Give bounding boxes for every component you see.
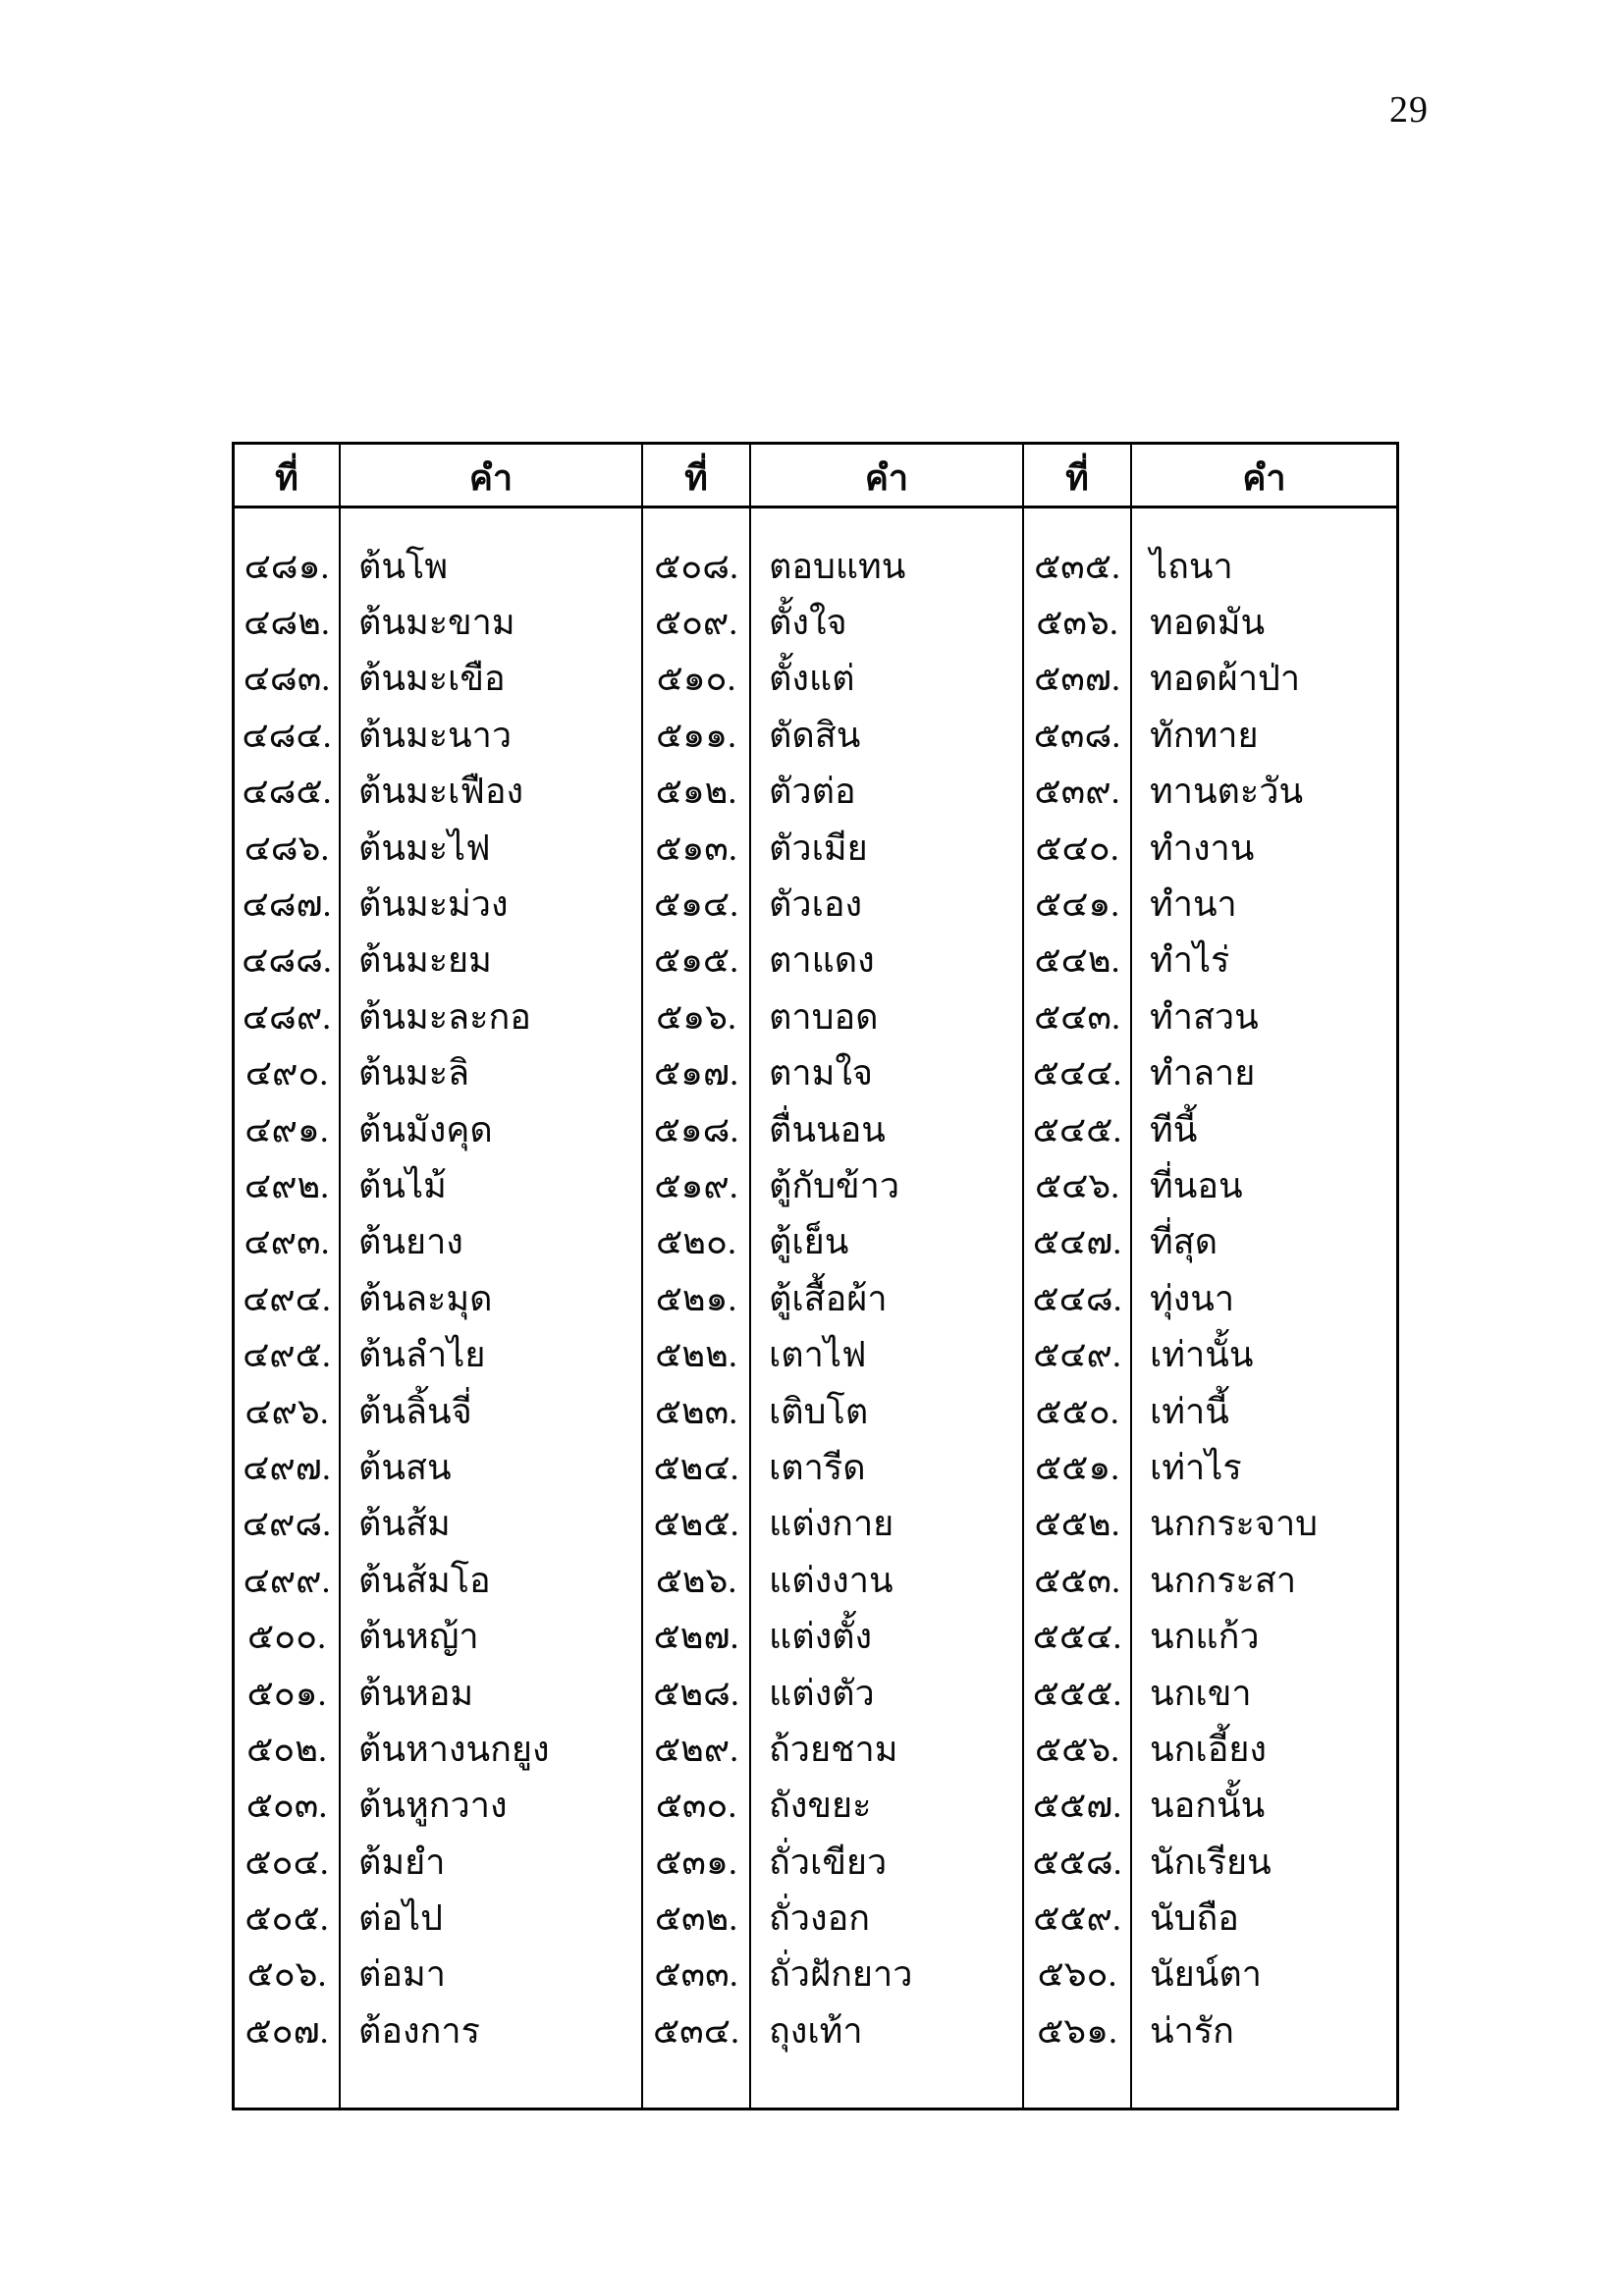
entry-word: ต้นส้มโอ — [358, 1560, 491, 1600]
entry-word: ต้นลิ้นจี่ — [358, 1391, 472, 1431]
entry-number: ๕๔๕. — [1032, 1109, 1122, 1149]
entry-word: ที่สุด — [1150, 1222, 1218, 1262]
entry-word: ตั้งใจ — [769, 603, 847, 643]
entry-number: ๕๔๖. — [1034, 1165, 1120, 1205]
no-column-2 — [643, 508, 751, 2108]
entry-word: ต้นมะม่วง — [358, 884, 509, 925]
header-no-3: ที่ — [1024, 445, 1132, 506]
entry-number: ๕๑๓. — [655, 828, 737, 868]
entry-number: ๕๓๓. — [654, 1954, 738, 1995]
entry-word: ต้นมะเขือ — [358, 659, 506, 699]
entry-number: ๕๒๐. — [656, 1222, 736, 1262]
entry-word: ตาแดง — [769, 940, 875, 981]
entry-number: ๕๔๒. — [1034, 940, 1120, 981]
entry-number: ๕๕๑. — [1034, 1447, 1120, 1487]
entry-number: ๕๕๘. — [1032, 1842, 1122, 1882]
entry-word: ต้นมังคุด — [358, 1109, 493, 1149]
entry-number: ๔๘๙. — [242, 996, 332, 1037]
entry-number: ๕๐๙. — [654, 603, 738, 643]
entry-word: ทำงาน — [1150, 828, 1255, 868]
entry-word: ตัวต่อ — [769, 772, 856, 812]
entry-number: ๕๐๐. — [246, 1617, 327, 1657]
entry-number: ๕๓๒. — [654, 1898, 738, 1939]
entry-word: ตู้กับข้าว — [769, 1165, 900, 1205]
entry-word: นกแก้ว — [1150, 1617, 1260, 1657]
entry-word: เตาไฟ — [769, 1335, 867, 1375]
entry-word: ทักทาย — [1150, 715, 1259, 755]
entry-number: ๔๙๓. — [244, 1222, 330, 1262]
word-column-1 — [341, 508, 643, 2108]
entry-word: แต่งงาน — [769, 1560, 893, 1600]
entry-word: ต้นหญ้า — [358, 1617, 479, 1657]
entry-number: ๕๖๐. — [1037, 1954, 1117, 1995]
entry-number: ๕๑๐. — [656, 659, 736, 699]
entry-word: นอกนั้น — [1150, 1786, 1266, 1826]
entry-word: ตามใจ — [769, 1053, 873, 1094]
entry-number: ๕๐๖. — [246, 1954, 327, 1995]
table-header-row — [235, 445, 1396, 508]
entry-number: ๔๘๕. — [242, 772, 332, 812]
entry-number: ๕๐๓. — [245, 1786, 328, 1826]
entry-number: ๔๙๒. — [244, 1165, 330, 1205]
entry-number: ๕๑๘. — [653, 1109, 739, 1149]
entry-number: ๕๔๐. — [1035, 828, 1119, 868]
entry-word: ทำสวน — [1150, 996, 1259, 1037]
no-column-1 — [235, 508, 341, 2108]
entry-word: ที่นอน — [1150, 1165, 1243, 1205]
entry-number: ๕๑๕. — [653, 940, 739, 981]
entry-number: ๕๓๔. — [652, 2010, 740, 2051]
entry-word: นกกระสา — [1150, 1560, 1297, 1600]
entry-number: ๕๓๑. — [655, 1842, 737, 1882]
entry-number: ๔๘๓. — [243, 659, 331, 699]
entry-word: ต้นหอม — [358, 1673, 474, 1713]
entry-number: ๔๘๗. — [242, 884, 332, 925]
entry-number: ๕๓๗. — [1034, 659, 1120, 699]
entry-number: ๕๐๕. — [244, 1898, 329, 1939]
entry-word: ต้นหูกวาง — [358, 1786, 508, 1826]
entry-word: ทอดมัน — [1150, 603, 1266, 643]
entry-number: ๕๓๐. — [655, 1786, 737, 1826]
entry-word: ต้นมะยม — [358, 940, 492, 981]
entry-number: ๔๘๔. — [242, 715, 332, 755]
entry-number: ๕๔๗. — [1032, 1222, 1122, 1262]
entry-number: ๕๒๕. — [653, 1504, 739, 1544]
entry-word: ตัวเมีย — [769, 828, 868, 868]
entry-word: แต่งตัว — [769, 1673, 875, 1713]
entry-word: ต้นส้ม — [358, 1504, 451, 1544]
entry-word: ตู้เย็น — [769, 1222, 849, 1262]
entry-number: ๔๘๖. — [244, 828, 330, 868]
entry-word: ไถนา — [1150, 546, 1233, 586]
entry-number: ๕๑๗. — [653, 1053, 739, 1094]
entry-number: ๕๔๔. — [1032, 1053, 1122, 1094]
entry-number: ๕๔๙. — [1033, 1335, 1121, 1375]
entry-word: นกเอี้ยง — [1150, 1729, 1268, 1769]
entry-number: ๔๘๒. — [244, 603, 330, 643]
entry-number: ๔๙๕. — [243, 1335, 331, 1375]
entry-word: ต่อไป — [358, 1898, 443, 1939]
entry-word: เท่านี้ — [1150, 1391, 1229, 1431]
entry-number: ๕๕๒. — [1034, 1504, 1120, 1544]
entry-number: ๔๙๑. — [244, 1109, 329, 1149]
entry-word: ทีนี้ — [1150, 1109, 1198, 1149]
entry-word: นกกระจาบ — [1150, 1504, 1319, 1544]
entry-word: ตาบอด — [769, 996, 879, 1037]
entry-number: ๕๒๙. — [653, 1729, 739, 1769]
word-column-2 — [751, 508, 1024, 2108]
entry-number: ๕๒๘. — [653, 1673, 739, 1713]
entry-word: ทุ่งนา — [1150, 1278, 1235, 1318]
entry-number: ๕๒๗. — [653, 1617, 739, 1657]
no-column-3 — [1024, 508, 1132, 2108]
entry-word: ต้นมะนาว — [358, 715, 513, 755]
entry-word: ต้นมะขาม — [358, 603, 515, 643]
entry-number: ๕๕๓. — [1033, 1560, 1121, 1600]
entry-number: ๕๒๔. — [653, 1447, 739, 1487]
entry-number: ๕๕๙. — [1033, 1898, 1121, 1939]
entry-word: ถั่วฝักยาว — [769, 1954, 913, 1995]
entry-word: ต้นละมุด — [358, 1278, 493, 1318]
entry-word: ตู้เสื้อผ้า — [769, 1278, 888, 1318]
entry-word: ต้นมะเฟือง — [358, 772, 524, 812]
header-no-1: ที่ — [235, 445, 341, 506]
entry-number: ๔๘๑. — [244, 546, 330, 586]
entry-word: ตั้งแต่ — [769, 659, 855, 699]
entry-number: ๕๒๖. — [655, 1560, 737, 1600]
entry-word: ถ้วยชาม — [769, 1729, 898, 1769]
header-word-2: คำ — [751, 445, 1024, 506]
entry-number: ๕๑๑. — [656, 715, 736, 755]
entry-number: ๔๙๘. — [242, 1504, 332, 1544]
entry-word: ต้นมะลิ — [358, 1053, 470, 1094]
entry-word: ถั่วงอก — [769, 1898, 871, 1939]
entry-number: ๕๕๗. — [1032, 1786, 1122, 1826]
entry-number: ๕๕๔. — [1032, 1617, 1122, 1657]
entry-number: ๕๔๘. — [1032, 1278, 1122, 1318]
entry-number: ๔๙๐. — [244, 1053, 329, 1094]
entry-number: ๔๙๙. — [243, 1560, 331, 1600]
entry-number: ๕๐๒. — [246, 1729, 327, 1769]
entry-number: ๕๑๔. — [653, 884, 739, 925]
entry-word: ตัดสิน — [769, 715, 861, 755]
entry-word: ทำลาย — [1150, 1053, 1256, 1094]
entry-number: ๔๙๔. — [243, 1278, 331, 1318]
entry-word: นักเรียน — [1150, 1842, 1272, 1882]
entry-number: ๕๒๓. — [654, 1391, 738, 1431]
entry-number: ๕๕๖. — [1034, 1729, 1120, 1769]
entry-word: นกเขา — [1150, 1673, 1252, 1713]
entry-word: ถังขยะ — [769, 1786, 872, 1826]
header-word-1: คำ — [341, 445, 643, 506]
entry-word: ต้นลำไย — [358, 1335, 486, 1375]
entry-word: ต้นมะละกอ — [358, 996, 531, 1037]
entry-number: ๔๘๘. — [242, 940, 332, 981]
entry-number: ๕๔๑. — [1034, 884, 1120, 925]
entry-number: ๔๙๖. — [244, 1391, 329, 1431]
entry-word: ต่อมา — [358, 1954, 446, 1995]
entry-word: ตอบแทน — [769, 546, 906, 586]
header-word-3: คำ — [1242, 458, 1286, 498]
entry-word: แต่งตั้ง — [769, 1617, 873, 1657]
entry-word: ต้นยาง — [358, 1222, 463, 1262]
entry-number: ๕๐๔. — [244, 1842, 329, 1882]
entry-word: ต้นโพ — [358, 546, 449, 586]
entry-word: แต่งกาย — [769, 1504, 894, 1544]
entry-word: ทานตะวัน — [1150, 772, 1304, 812]
entry-word: ต้มยำ — [358, 1842, 446, 1882]
entry-number: ๕๓๙. — [1034, 772, 1120, 812]
entry-number: ๕๓๘. — [1033, 715, 1121, 755]
entry-word: ต้นไม้ — [358, 1165, 447, 1205]
entry-number: ๕๑๒. — [655, 772, 737, 812]
entry-number: ๕๓๕. — [1033, 546, 1121, 586]
entry-word: ต้นมะไฟ — [358, 828, 491, 868]
entry-number: ๕๑๙. — [654, 1165, 738, 1205]
entry-number: ๕๒๒. — [655, 1335, 737, 1375]
entry-word: นับถือ — [1150, 1898, 1239, 1939]
entry-number: ๕๒๑. — [655, 1278, 737, 1318]
entry-word: ทอดผ้าป่า — [1150, 659, 1301, 699]
entry-word: ถั่วเขียว — [769, 1842, 888, 1882]
entry-number: ๕๐๗. — [244, 2010, 329, 2051]
entry-word: เตารีด — [769, 1447, 866, 1487]
entry-word: ต้นสน — [358, 1447, 452, 1487]
entry-word: ตัวเอง — [769, 884, 863, 925]
entry-word: เท่าไร — [1150, 1447, 1242, 1487]
entry-number: ๕๕๕. — [1032, 1673, 1122, 1713]
entry-word: ต้องการ — [358, 2010, 480, 2051]
entry-number: ๕๐๑. — [246, 1673, 327, 1713]
entry-number: ๕๓๖. — [1036, 603, 1118, 643]
entry-number: ๕๑๖. — [656, 996, 736, 1037]
entry-word: ถุงเท้า — [769, 2010, 863, 2051]
entry-number: ๕๔๓. — [1033, 996, 1121, 1037]
entry-word: ทำนา — [1150, 884, 1237, 925]
table-body — [235, 508, 1396, 2108]
entry-word: ทำไร่ — [1150, 940, 1230, 981]
entry-number: ๕๖๑. — [1037, 2010, 1117, 2051]
entry-word: นัยน์ตา — [1150, 1954, 1262, 1995]
entry-number: ๔๙๗. — [243, 1447, 331, 1487]
entry-number: ๕๐๘. — [654, 546, 738, 586]
header-no-2: ที่ — [643, 445, 751, 506]
page-number: 29 — [1389, 89, 1429, 131]
entry-word: ต้นหางนกยูง — [358, 1729, 550, 1769]
word-list-table — [232, 442, 1399, 2110]
entry-number: ๕๕๐. — [1035, 1391, 1119, 1431]
entry-word: เติบโต — [769, 1391, 869, 1431]
word-column-3 — [1132, 508, 1396, 2108]
entry-word: น่ารัก — [1150, 2010, 1234, 2051]
entry-word: ตื่นนอน — [769, 1109, 886, 1149]
entry-word: เท่านั้น — [1150, 1335, 1254, 1375]
